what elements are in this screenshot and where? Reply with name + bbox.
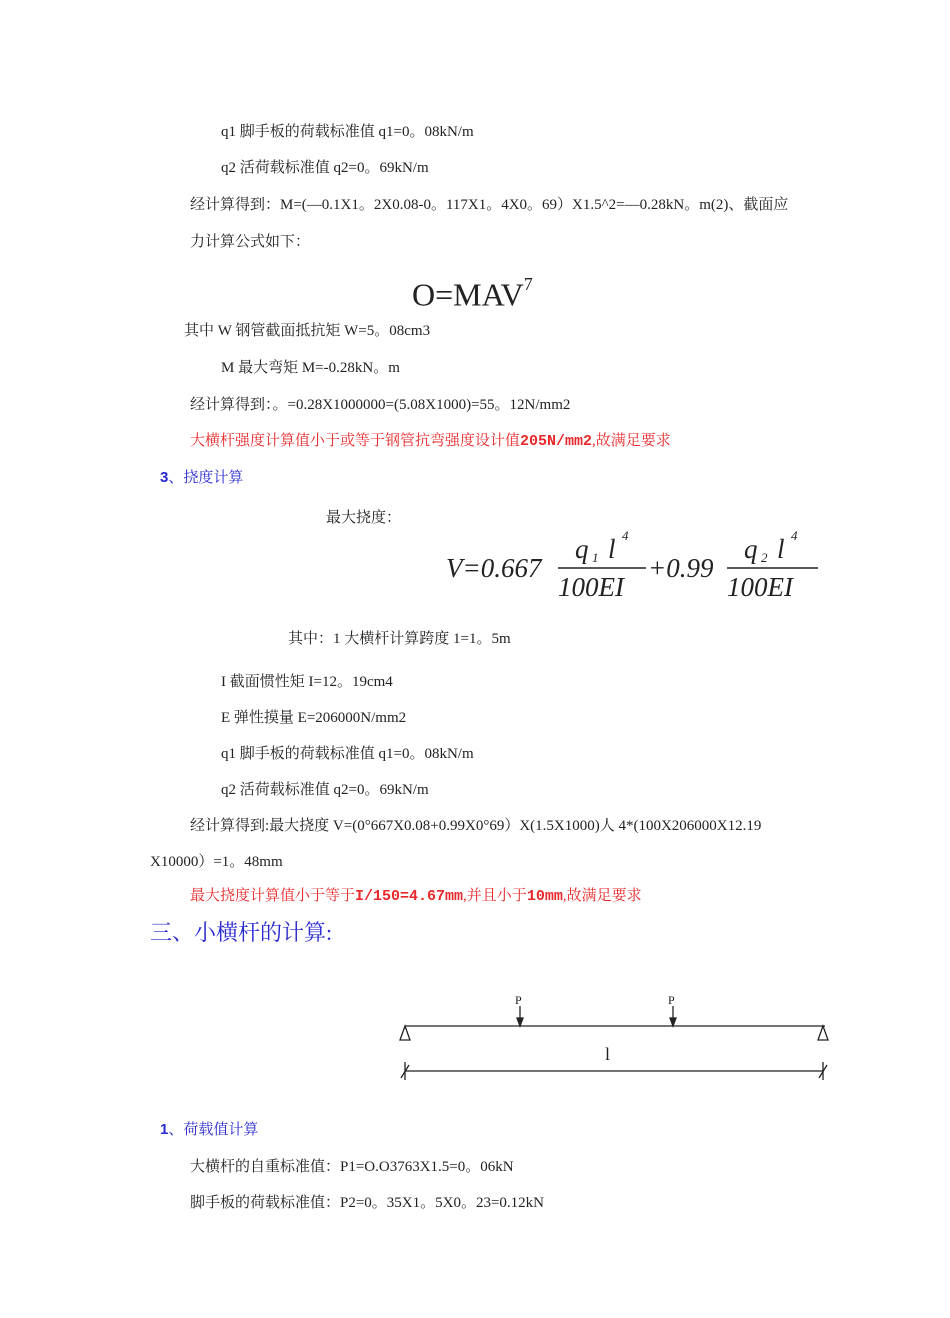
conclusion-value: 205N/mm2: [520, 433, 593, 450]
section-heading: 三、小横杆的计算:: [150, 920, 333, 945]
formula-num2-l: l: [777, 534, 785, 564]
conclusion-text: 最大挠度计算值小于等于: [190, 888, 356, 904]
text-line: 最大挠度：: [326, 510, 402, 526]
subheading-deflection: [160, 468, 243, 488]
formula-num2-pow: 4: [791, 528, 798, 543]
text-line: 力计算公式如下：: [190, 234, 311, 250]
subheading-number: 3: [160, 469, 169, 486]
text-line: 大横杆的自重标准值：P1=O.O3763X1.5=0。06kN: [190, 1159, 514, 1175]
formula-num1-q: q: [575, 534, 589, 564]
subheading-text: 、荷载值计算: [168, 1122, 259, 1138]
beam-diagram: [395, 988, 835, 1088]
conclusion-value: I/150=4.67mm: [355, 888, 464, 905]
text-line: 经计算得到:最大挠度 V=(0°667X0.08+0.99X0°69）X(1.5X1000)人 4*(100X206000X12.19: [190, 818, 762, 834]
formula-num1-pow: 4: [622, 528, 629, 543]
text-line: q1 脚手板的荷载标准值 q1=0。08kN/m: [221, 746, 474, 762]
text-line: M 最大弯矩 M=-0.28kN。m: [221, 360, 400, 376]
subheading-load: [160, 1120, 258, 1140]
formula-prefix: V=0.667: [446, 553, 542, 583]
conclusion-deflection: [190, 886, 642, 907]
stress-formula: [412, 268, 533, 315]
stress-formula-superscript: 7: [523, 274, 533, 294]
conclusion-text: ,故满足要求: [562, 888, 642, 904]
conclusion-strength: [190, 431, 671, 452]
formula-num1-sub: 1: [592, 550, 599, 565]
formula-den2: 100EI: [727, 572, 793, 602]
text-line: 其中 W 钢管截面抵抗矩 W=5。08cm3: [184, 323, 431, 339]
conclusion-value: 10mm: [526, 888, 563, 905]
formula-num1-l: l: [608, 534, 616, 564]
text-line: 脚手板的荷载标准值：P2=0。35X1。5X0。23=0.12kN: [190, 1195, 545, 1211]
formula-num2-sub: 2: [761, 550, 768, 565]
load-arrowhead-right-icon: [670, 1018, 676, 1026]
deflection-formula: [440, 524, 830, 608]
text-line: E 弹性摸量 E=206000N/mm2: [221, 710, 407, 726]
text-line: q2 活荷载标准值 q2=0。69kN/m: [221, 160, 429, 176]
load-label-left: P: [515, 993, 522, 1007]
formula-plus: +0.99: [648, 553, 714, 583]
text-line: 经计算得到：M=(—0.1X1。2X0.08-0。117X1。4X0。69）X1.5^2=—0.28kN。m(2)、截面应: [190, 197, 789, 213]
text-line: q2 活荷载标准值 q2=0。69kN/m: [221, 782, 429, 798]
text-line: 经计算得到：。=0.28X1000000=(5.08X1000)=55。12N/mm2: [190, 397, 571, 413]
load-arrowhead-left-icon: [517, 1018, 523, 1026]
stress-formula-main: O=MAV: [412, 276, 524, 313]
load-label-right: P: [668, 993, 675, 1007]
text-line: 其中：1 大横杆计算跨度 1=1。5m: [288, 631, 511, 647]
subheading-number: 1: [160, 1121, 169, 1138]
conclusion-text: 大横杆强度计算值小于或等于钢管抗弯强度设计值: [190, 433, 521, 449]
text-line: q1 脚手板的荷载标准值 q1=0。08kN/m: [221, 124, 474, 140]
support-left-icon: [400, 1026, 410, 1040]
text-line: I 截面惯性矩 I=12。19cm4: [221, 674, 393, 690]
text-line: X10000）=1。48mm: [150, 854, 283, 870]
support-right-icon: [818, 1026, 828, 1040]
conclusion-text: ,故满足要求: [592, 433, 671, 449]
conclusion-text: ,并且小于: [463, 888, 527, 904]
span-label: l: [605, 1044, 611, 1064]
formula-num2-q: q: [744, 534, 758, 564]
subheading-text: 、挠度计算: [168, 470, 244, 486]
formula-den1: 100EI: [558, 572, 624, 602]
